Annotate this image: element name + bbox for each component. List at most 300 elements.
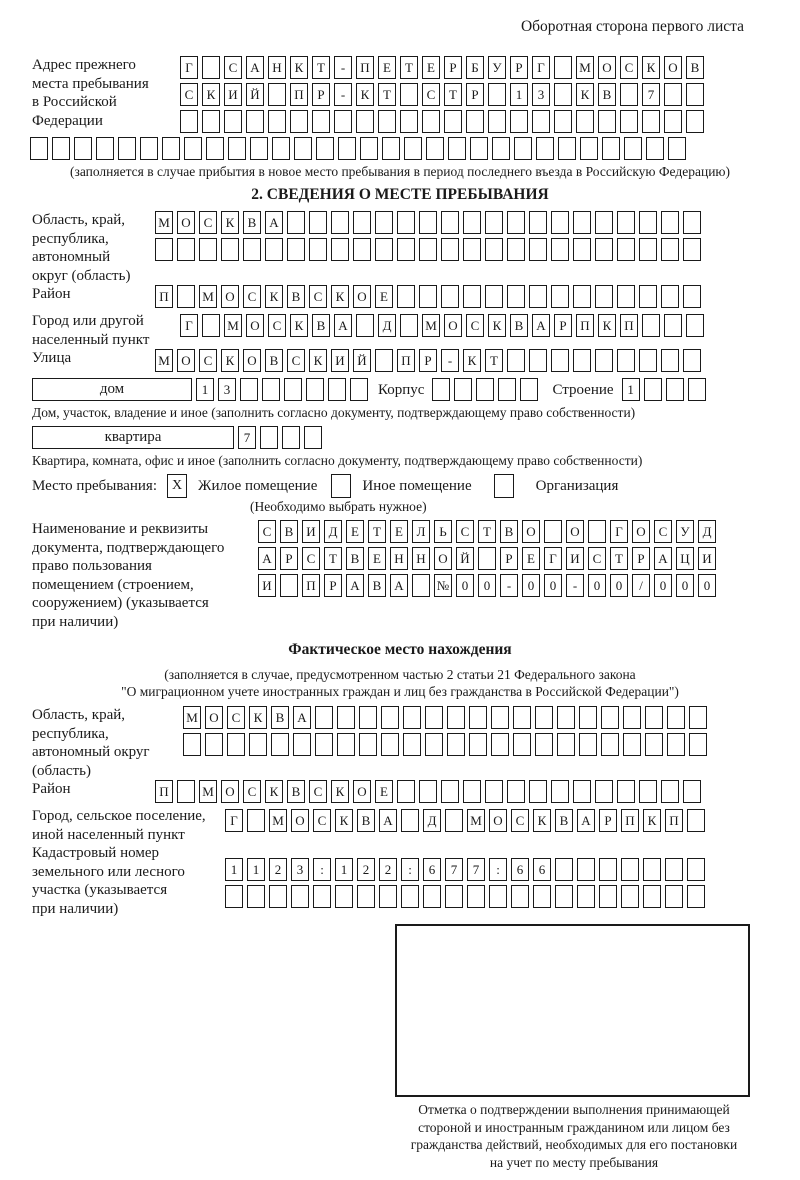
char-box[interactable]: К	[331, 780, 349, 803]
char-box[interactable]: И	[258, 574, 276, 597]
char-box[interactable]: В	[510, 314, 528, 337]
char-box[interactable]: Й	[246, 83, 264, 106]
char-box[interactable]	[668, 137, 686, 160]
char-box[interactable]: Р	[500, 547, 518, 570]
char-box[interactable]	[599, 885, 617, 908]
char-box[interactable]	[554, 56, 572, 79]
char-box[interactable]	[304, 426, 322, 449]
char-box[interactable]	[246, 110, 264, 133]
char-box[interactable]: О	[353, 285, 371, 308]
char-box[interactable]: К	[290, 56, 308, 79]
char-box[interactable]: Г	[610, 520, 628, 543]
char-box[interactable]: Т	[478, 520, 496, 543]
char-box[interactable]: С	[422, 83, 440, 106]
char-box[interactable]: :	[489, 858, 507, 881]
char-box[interactable]: А	[246, 56, 264, 79]
char-box[interactable]	[529, 211, 547, 234]
char-box[interactable]: :	[401, 858, 419, 881]
char-box[interactable]: К	[265, 285, 283, 308]
char-box[interactable]	[661, 349, 679, 372]
char-box[interactable]: О	[205, 706, 223, 729]
char-box[interactable]	[360, 137, 378, 160]
char-box[interactable]	[683, 285, 701, 308]
char-box[interactable]	[595, 349, 613, 372]
char-box[interactable]	[579, 706, 597, 729]
char-box[interactable]	[577, 858, 595, 881]
char-box[interactable]: -	[566, 574, 584, 597]
char-box[interactable]: А	[334, 314, 352, 337]
char-box[interactable]	[155, 238, 173, 261]
char-box[interactable]: К	[356, 83, 374, 106]
char-box[interactable]: №	[434, 574, 452, 597]
char-box[interactable]	[507, 349, 525, 372]
char-box[interactable]	[558, 137, 576, 160]
char-box[interactable]: Ц	[676, 547, 694, 570]
char-box[interactable]: О	[177, 211, 195, 234]
char-box[interactable]	[180, 110, 198, 133]
char-box[interactable]: -	[334, 83, 352, 106]
char-box[interactable]	[419, 211, 437, 234]
char-box[interactable]	[359, 733, 377, 756]
char-box[interactable]: 0	[456, 574, 474, 597]
char-box[interactable]	[639, 349, 657, 372]
char-box[interactable]: -	[441, 349, 459, 372]
char-box[interactable]	[250, 137, 268, 160]
char-box[interactable]	[557, 706, 575, 729]
char-box[interactable]	[381, 733, 399, 756]
char-box[interactable]: 7	[642, 83, 660, 106]
char-box[interactable]: С	[309, 780, 327, 803]
char-box[interactable]	[315, 706, 333, 729]
char-box[interactable]: О	[291, 809, 309, 832]
char-box[interactable]: С	[258, 520, 276, 543]
char-box[interactable]	[689, 733, 707, 756]
char-box[interactable]: Г	[544, 547, 562, 570]
char-box[interactable]	[337, 706, 355, 729]
char-box[interactable]: С	[456, 520, 474, 543]
char-box[interactable]	[448, 137, 466, 160]
char-box[interactable]	[260, 426, 278, 449]
char-box[interactable]: М	[199, 285, 217, 308]
char-box[interactable]: В	[280, 520, 298, 543]
char-box[interactable]: Т	[312, 56, 330, 79]
char-box[interactable]: С	[620, 56, 638, 79]
char-box[interactable]	[381, 706, 399, 729]
char-box[interactable]	[331, 211, 349, 234]
char-box[interactable]: А	[532, 314, 550, 337]
char-box[interactable]: В	[598, 83, 616, 106]
char-box[interactable]: О	[221, 780, 239, 803]
char-box[interactable]	[642, 110, 660, 133]
char-box[interactable]	[350, 378, 368, 401]
char-box[interactable]	[485, 285, 503, 308]
char-box[interactable]	[306, 378, 324, 401]
char-box[interactable]: П	[302, 574, 320, 597]
char-box[interactable]	[639, 285, 657, 308]
char-box[interactable]	[221, 238, 239, 261]
char-box[interactable]	[601, 706, 619, 729]
char-box[interactable]	[290, 110, 308, 133]
char-box[interactable]: 2	[379, 858, 397, 881]
char-box[interactable]	[666, 378, 684, 401]
char-box[interactable]	[469, 706, 487, 729]
char-box[interactable]: 1	[225, 858, 243, 881]
char-box[interactable]	[466, 110, 484, 133]
char-box[interactable]: И	[302, 520, 320, 543]
char-box[interactable]: М	[422, 314, 440, 337]
char-box[interactable]: А	[654, 547, 672, 570]
char-box[interactable]	[353, 238, 371, 261]
char-box[interactable]: 7	[238, 426, 256, 449]
char-box[interactable]	[426, 137, 444, 160]
char-box[interactable]	[595, 238, 613, 261]
char-box[interactable]	[403, 733, 421, 756]
char-box[interactable]	[202, 56, 220, 79]
char-box[interactable]: К	[335, 809, 353, 832]
char-box[interactable]	[536, 137, 554, 160]
char-box[interactable]	[444, 110, 462, 133]
char-box[interactable]	[595, 211, 613, 234]
char-box[interactable]: К	[331, 285, 349, 308]
char-box[interactable]: К	[576, 83, 594, 106]
char-box[interactable]	[291, 885, 309, 908]
char-box[interactable]	[378, 110, 396, 133]
char-box[interactable]	[510, 110, 528, 133]
char-box[interactable]: Р	[324, 574, 342, 597]
char-box[interactable]	[687, 858, 705, 881]
char-box[interactable]	[247, 809, 265, 832]
char-box[interactable]: Т	[324, 547, 342, 570]
char-box[interactable]	[454, 378, 472, 401]
char-box[interactable]: Р	[599, 809, 617, 832]
char-box[interactable]	[551, 349, 569, 372]
char-box[interactable]	[645, 733, 663, 756]
char-box[interactable]	[492, 137, 510, 160]
char-box[interactable]	[247, 885, 265, 908]
char-box[interactable]: К	[265, 780, 283, 803]
char-box[interactable]: М	[467, 809, 485, 832]
char-box[interactable]: В	[500, 520, 518, 543]
char-box[interactable]: О	[434, 547, 452, 570]
char-box[interactable]	[665, 885, 683, 908]
char-box[interactable]: П	[621, 809, 639, 832]
char-box[interactable]: 1	[622, 378, 640, 401]
char-box[interactable]	[118, 137, 136, 160]
char-box[interactable]	[225, 885, 243, 908]
char-box[interactable]: К	[488, 314, 506, 337]
stay-residential-checkbox[interactable]: X	[167, 474, 187, 498]
char-box[interactable]	[463, 780, 481, 803]
char-box[interactable]	[432, 378, 450, 401]
char-box[interactable]	[595, 285, 613, 308]
char-box[interactable]: К	[598, 314, 616, 337]
char-box[interactable]	[686, 314, 704, 337]
char-box[interactable]	[535, 733, 553, 756]
char-box[interactable]: С	[654, 520, 672, 543]
char-box[interactable]	[620, 110, 638, 133]
char-box[interactable]: И	[566, 547, 584, 570]
char-box[interactable]	[287, 238, 305, 261]
char-box[interactable]	[400, 314, 418, 337]
char-box[interactable]: М	[183, 706, 201, 729]
char-box[interactable]: Е	[422, 56, 440, 79]
char-box[interactable]	[331, 238, 349, 261]
char-box[interactable]: 6	[533, 858, 551, 881]
char-box[interactable]: Н	[390, 547, 408, 570]
char-box[interactable]: Д	[423, 809, 441, 832]
char-box[interactable]	[243, 238, 261, 261]
char-box[interactable]: Р	[280, 547, 298, 570]
char-box[interactable]	[580, 137, 598, 160]
char-box[interactable]	[268, 83, 286, 106]
char-box[interactable]: 0	[522, 574, 540, 597]
char-box[interactable]: С	[199, 349, 217, 372]
char-box[interactable]: К	[290, 314, 308, 337]
char-box[interactable]	[177, 238, 195, 261]
char-box[interactable]	[498, 378, 516, 401]
char-box[interactable]	[30, 137, 48, 160]
char-box[interactable]	[375, 211, 393, 234]
char-box[interactable]: Г	[225, 809, 243, 832]
char-box[interactable]: О	[522, 520, 540, 543]
char-box[interactable]: А	[258, 547, 276, 570]
char-box[interactable]	[419, 780, 437, 803]
char-box[interactable]	[617, 349, 635, 372]
char-box[interactable]	[642, 314, 660, 337]
char-box[interactable]	[359, 706, 377, 729]
char-box[interactable]: 0	[610, 574, 628, 597]
char-box[interactable]: П	[576, 314, 594, 337]
char-box[interactable]	[280, 574, 298, 597]
char-box[interactable]	[140, 137, 158, 160]
char-box[interactable]: С	[588, 547, 606, 570]
char-box[interactable]: С	[180, 83, 198, 106]
char-box[interactable]: В	[287, 780, 305, 803]
char-box[interactable]: 1	[247, 858, 265, 881]
char-box[interactable]: Л	[412, 520, 430, 543]
char-box[interactable]	[683, 238, 701, 261]
char-box[interactable]: К	[642, 56, 660, 79]
char-box[interactable]: К	[643, 809, 661, 832]
char-box[interactable]	[282, 426, 300, 449]
char-box[interactable]: 1	[335, 858, 353, 881]
char-box[interactable]: 0	[676, 574, 694, 597]
char-box[interactable]	[356, 110, 374, 133]
char-box[interactable]: В	[271, 706, 289, 729]
char-box[interactable]	[463, 238, 481, 261]
char-box[interactable]	[315, 733, 333, 756]
char-box[interactable]: И	[331, 349, 349, 372]
char-box[interactable]: Е	[522, 547, 540, 570]
char-box[interactable]	[533, 885, 551, 908]
char-box[interactable]: 0	[478, 574, 496, 597]
char-box[interactable]	[529, 349, 547, 372]
char-box[interactable]	[52, 137, 70, 160]
char-box[interactable]	[249, 733, 267, 756]
char-box[interactable]: 2	[269, 858, 287, 881]
char-box[interactable]: В	[287, 285, 305, 308]
char-box[interactable]	[513, 733, 531, 756]
char-box[interactable]	[667, 733, 685, 756]
char-box[interactable]: П	[620, 314, 638, 337]
char-box[interactable]: А	[293, 706, 311, 729]
char-box[interactable]: 1	[510, 83, 528, 106]
char-box[interactable]	[511, 885, 529, 908]
char-box[interactable]: Т	[400, 56, 418, 79]
char-box[interactable]: П	[155, 780, 173, 803]
char-box[interactable]	[309, 238, 327, 261]
char-box[interactable]	[551, 238, 569, 261]
char-box[interactable]	[445, 885, 463, 908]
char-box[interactable]	[507, 238, 525, 261]
char-box[interactable]	[463, 211, 481, 234]
char-box[interactable]	[375, 238, 393, 261]
char-box[interactable]	[514, 137, 532, 160]
char-box[interactable]	[617, 211, 635, 234]
char-box[interactable]	[624, 137, 642, 160]
char-box[interactable]: О	[664, 56, 682, 79]
char-box[interactable]: О	[632, 520, 650, 543]
char-box[interactable]: У	[676, 520, 694, 543]
char-box[interactable]	[689, 706, 707, 729]
char-box[interactable]: 1	[196, 378, 214, 401]
char-box[interactable]	[661, 780, 679, 803]
char-box[interactable]	[551, 211, 569, 234]
char-box[interactable]: П	[155, 285, 173, 308]
char-box[interactable]: М	[224, 314, 242, 337]
char-box[interactable]	[74, 137, 92, 160]
char-box[interactable]: М	[199, 780, 217, 803]
char-box[interactable]	[621, 858, 639, 881]
char-box[interactable]	[202, 314, 220, 337]
char-box[interactable]: Д	[324, 520, 342, 543]
char-box[interactable]	[357, 885, 375, 908]
char-box[interactable]	[532, 110, 550, 133]
char-box[interactable]: Г	[532, 56, 550, 79]
char-box[interactable]: Е	[375, 285, 393, 308]
char-box[interactable]	[551, 285, 569, 308]
char-box[interactable]	[228, 137, 246, 160]
char-box[interactable]	[422, 110, 440, 133]
char-box[interactable]: А	[577, 809, 595, 832]
char-box[interactable]	[513, 706, 531, 729]
char-box[interactable]	[577, 885, 595, 908]
char-box[interactable]: К	[249, 706, 267, 729]
char-box[interactable]	[224, 110, 242, 133]
char-box[interactable]: Н	[412, 547, 430, 570]
char-box[interactable]	[205, 733, 223, 756]
char-box[interactable]	[645, 706, 663, 729]
char-box[interactable]: С	[287, 349, 305, 372]
char-box[interactable]: С	[268, 314, 286, 337]
char-box[interactable]	[617, 780, 635, 803]
char-box[interactable]	[623, 733, 641, 756]
char-box[interactable]	[463, 285, 481, 308]
char-box[interactable]	[375, 349, 393, 372]
char-box[interactable]: С	[313, 809, 331, 832]
char-box[interactable]	[334, 110, 352, 133]
char-box[interactable]: А	[379, 809, 397, 832]
char-box[interactable]: 3	[218, 378, 236, 401]
char-box[interactable]: Й	[353, 349, 371, 372]
char-box[interactable]	[643, 885, 661, 908]
char-box[interactable]	[412, 574, 430, 597]
char-box[interactable]	[520, 378, 538, 401]
char-box[interactable]	[507, 780, 525, 803]
char-box[interactable]	[467, 885, 485, 908]
char-box[interactable]	[544, 520, 562, 543]
char-box[interactable]	[335, 885, 353, 908]
char-box[interactable]	[601, 733, 619, 756]
char-box[interactable]: В	[555, 809, 573, 832]
char-box[interactable]	[529, 238, 547, 261]
char-box[interactable]: М	[269, 809, 287, 832]
char-box[interactable]	[639, 238, 657, 261]
char-box[interactable]: 7	[445, 858, 463, 881]
char-box[interactable]: С	[224, 56, 242, 79]
char-box[interactable]: О	[566, 520, 584, 543]
char-box[interactable]: Р	[419, 349, 437, 372]
char-box[interactable]	[687, 809, 705, 832]
char-box[interactable]	[441, 780, 459, 803]
char-box[interactable]	[338, 137, 356, 160]
char-box[interactable]: О	[489, 809, 507, 832]
char-box[interactable]: Т	[378, 83, 396, 106]
char-box[interactable]	[177, 780, 195, 803]
char-box[interactable]: П	[665, 809, 683, 832]
char-box[interactable]: С	[199, 211, 217, 234]
char-box[interactable]	[447, 733, 465, 756]
char-box[interactable]	[470, 137, 488, 160]
char-box[interactable]	[293, 733, 311, 756]
char-box[interactable]	[419, 285, 437, 308]
char-box[interactable]: Р	[466, 83, 484, 106]
char-box[interactable]	[491, 733, 509, 756]
char-box[interactable]: 7	[467, 858, 485, 881]
house-field-box[interactable]: дом	[32, 378, 192, 401]
char-box[interactable]	[445, 809, 463, 832]
char-box[interactable]	[404, 137, 422, 160]
char-box[interactable]: М	[155, 349, 173, 372]
char-box[interactable]	[478, 547, 496, 570]
char-box[interactable]	[96, 137, 114, 160]
char-box[interactable]: Б	[466, 56, 484, 79]
char-box[interactable]	[284, 378, 302, 401]
char-box[interactable]: Г	[180, 56, 198, 79]
char-box[interactable]	[576, 110, 594, 133]
char-box[interactable]	[337, 733, 355, 756]
char-box[interactable]: К	[221, 211, 239, 234]
char-box[interactable]	[269, 885, 287, 908]
char-box[interactable]: О	[246, 314, 264, 337]
char-box[interactable]	[686, 83, 704, 106]
char-box[interactable]	[441, 238, 459, 261]
char-box[interactable]: В	[265, 349, 283, 372]
char-box[interactable]	[425, 733, 443, 756]
char-box[interactable]: Р	[444, 56, 462, 79]
char-box[interactable]: Н	[268, 56, 286, 79]
char-box[interactable]: О	[598, 56, 616, 79]
char-box[interactable]	[313, 885, 331, 908]
char-box[interactable]	[489, 885, 507, 908]
char-box[interactable]	[162, 137, 180, 160]
char-box[interactable]	[425, 706, 443, 729]
char-box[interactable]: 6	[511, 858, 529, 881]
char-box[interactable]	[485, 211, 503, 234]
char-box[interactable]	[294, 137, 312, 160]
char-box[interactable]	[485, 780, 503, 803]
char-box[interactable]	[588, 520, 606, 543]
